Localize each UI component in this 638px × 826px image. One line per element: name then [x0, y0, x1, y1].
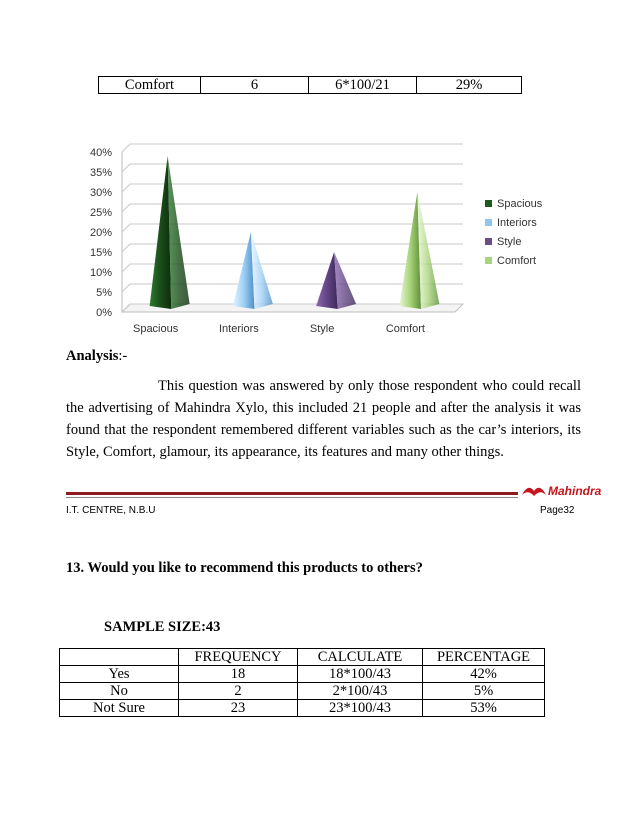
table-cell: 2*100/43: [298, 683, 423, 700]
table-cell: 29%: [417, 77, 522, 94]
y-tick-label: 20%: [89, 227, 112, 239]
sample-size: SAMPLE SIZE:43: [104, 619, 221, 635]
y-tick-label: 30%: [89, 187, 112, 199]
gridline: [122, 164, 463, 172]
table-cell: 5%: [423, 683, 545, 700]
cone-front: [316, 252, 338, 309]
legend-swatch: [485, 257, 492, 264]
x-axis-labels: [133, 323, 425, 335]
x-tick-label: Interiors: [219, 323, 259, 335]
footer-institution: I.T. CENTRE, N.B.U: [66, 505, 156, 516]
table-header-cell: CALCULATE: [298, 649, 423, 666]
table-cell: 42%: [423, 666, 545, 683]
y-tick-label: 5%: [96, 287, 112, 299]
analysis-paragraph: [66, 375, 581, 463]
table-cell: 53%: [423, 700, 545, 717]
table-cell: 18: [179, 666, 298, 683]
table-row: [99, 77, 522, 94]
table-cell: Yes: [60, 666, 179, 683]
table-row: [60, 666, 545, 683]
gridline: [122, 184, 463, 192]
table-cell: No: [60, 683, 179, 700]
y-tick-label: 25%: [89, 207, 112, 219]
analysis-heading: [66, 348, 127, 365]
table-cell: 23*100/43: [298, 700, 423, 717]
previous-table: [98, 76, 522, 94]
cone-side: [168, 156, 190, 309]
table-cell: 6: [201, 77, 309, 94]
y-tick-label: 15%: [89, 247, 112, 259]
cone-front: [150, 156, 172, 309]
mahindra-wings-icon: [520, 481, 548, 501]
table-header-cell: [60, 649, 179, 666]
y-tick-label: 0%: [96, 307, 112, 319]
analysis-heading-suffix: :-: [118, 348, 128, 364]
logo-wordmark: Mahindra: [548, 484, 602, 498]
table-header-row: [60, 649, 545, 666]
question-heading: 13. Would you like to recommend this products to others?: [66, 560, 423, 576]
y-axis-ticks: [90, 147, 112, 319]
cone-side: [334, 252, 356, 309]
mahindra-logo: [520, 481, 612, 501]
table-cell: Comfort: [99, 77, 201, 94]
cone-front: [399, 192, 421, 309]
table-cell: Not Sure: [60, 700, 179, 717]
y-tick-label: 35%: [89, 167, 112, 179]
footer-divider-thin: [66, 497, 518, 498]
analysis-paragraph-text: This question was answered by only those respondent who could recall the advertising of Mahindra Xylo, this included 21 people and after the analysis it was found that the respondent remembered different variables such as the car’s interiors, its Style, Comfort, glamour, its appearance, its features and many other things.: [66, 378, 581, 460]
table-cell: 18*100/43: [298, 666, 423, 683]
y-tick-label: 40%: [89, 147, 112, 159]
legend-swatch: [485, 238, 492, 245]
cone-chart: [60, 132, 560, 342]
table-header-cell: PERCENTAGE: [423, 649, 545, 666]
chart-bars: [150, 156, 440, 309]
table-row: [60, 700, 545, 717]
y-tick-label: 10%: [89, 267, 112, 279]
legend-label: Interiors: [497, 217, 537, 229]
cone-side: [417, 192, 439, 309]
legend-swatch: [485, 219, 492, 226]
response-table: [59, 648, 545, 717]
legend-swatch: [485, 200, 492, 207]
footer-divider: [66, 492, 518, 495]
table-cell: 6*100/21: [309, 77, 417, 94]
table-row: [60, 683, 545, 700]
legend-label: Spacious: [497, 198, 543, 210]
chart-legend: [485, 198, 543, 267]
legend-label: Comfort: [497, 255, 537, 267]
legend-label: Style: [497, 236, 522, 248]
x-tick-label: Comfort: [385, 323, 425, 335]
footer-page-number: Page32: [540, 505, 575, 516]
gridline: [122, 144, 463, 152]
table-header-cell: FREQUENCY: [179, 649, 298, 666]
table-cell: 2: [179, 683, 298, 700]
table-cell: 23: [179, 700, 298, 717]
x-tick-label: Spacious: [132, 323, 179, 335]
x-tick-label: Style: [309, 323, 335, 335]
analysis-heading-text: Analysis: [66, 348, 119, 364]
